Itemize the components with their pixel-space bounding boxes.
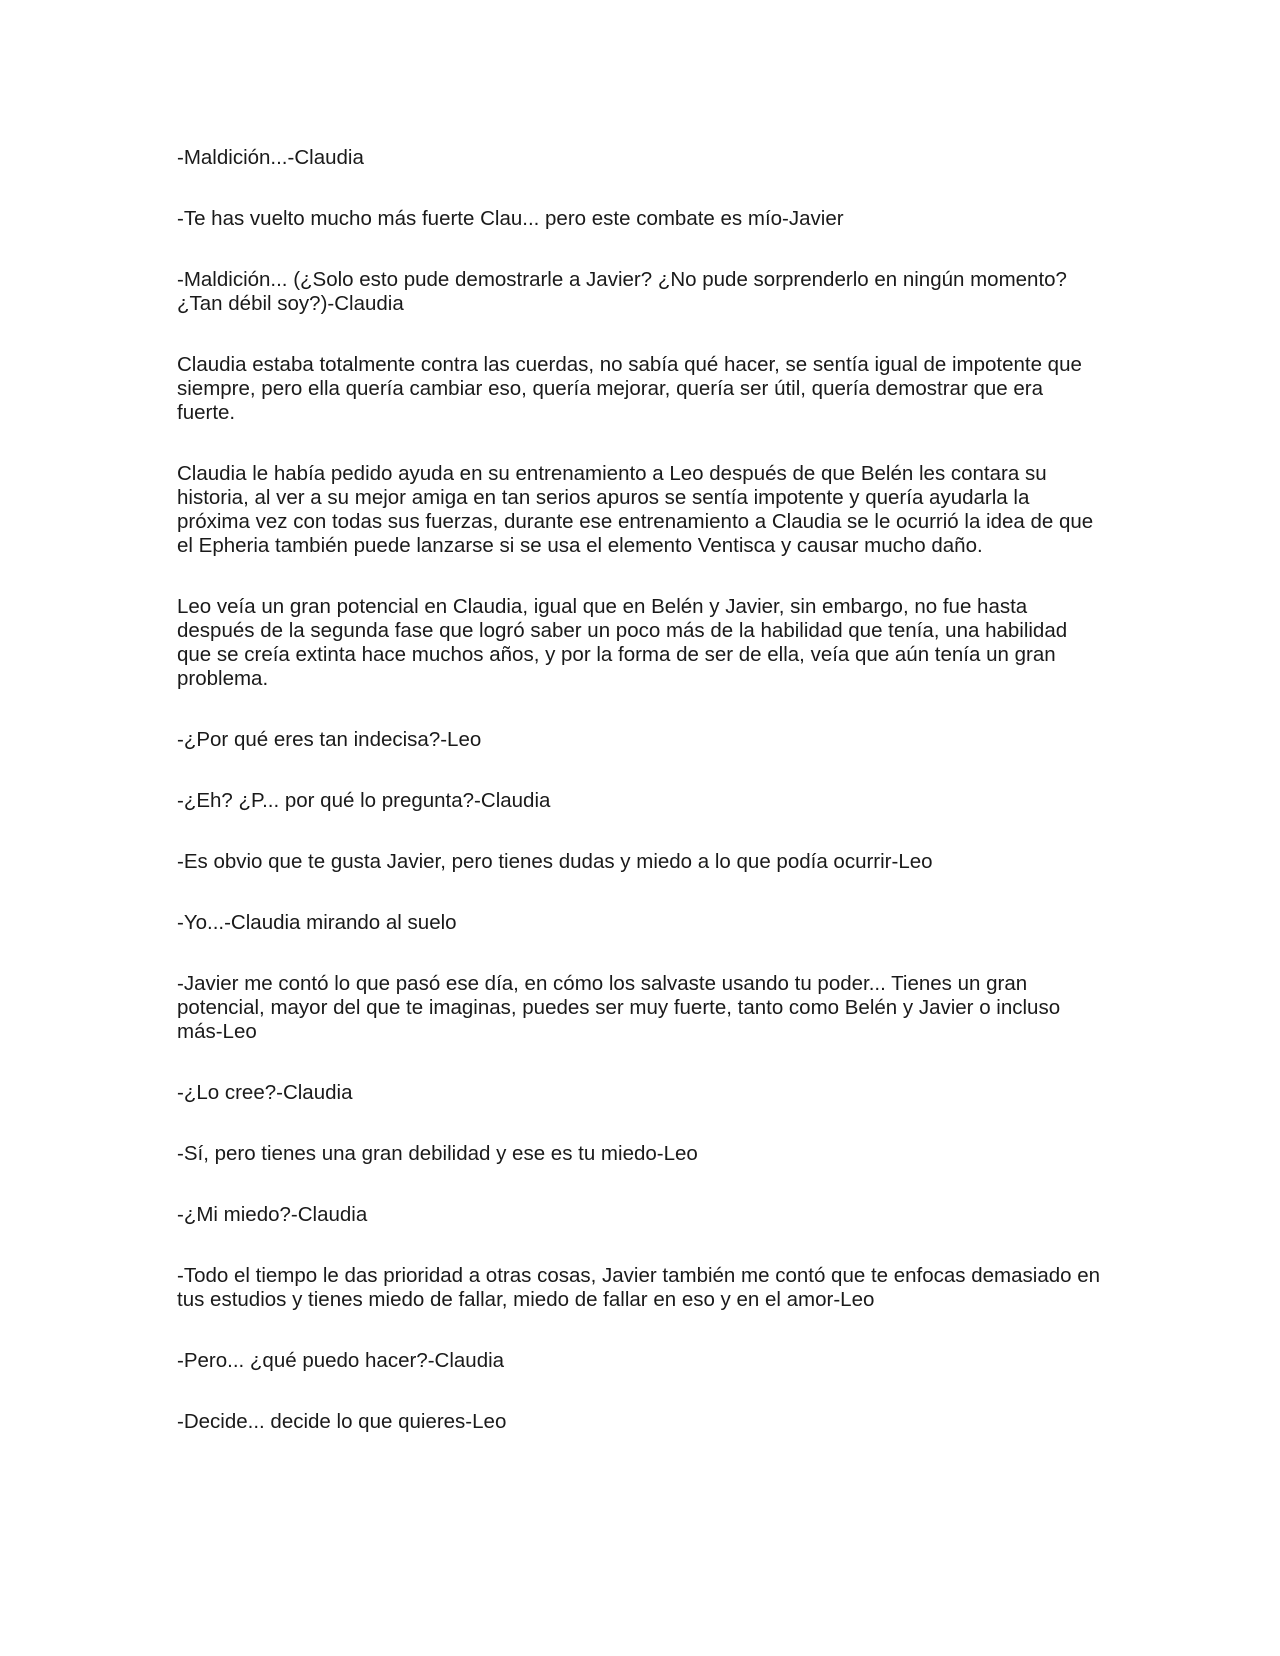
paragraph: -Todo el tiempo le das prioridad a otras cosas, Javier también me contó que te enfocas demasiado en tus estudios y tienes miedo de fallar, miedo de fallar en eso y en el amor-Leo: [177, 1264, 1101, 1311]
paragraph: Claudia estaba totalmente contra las cuerdas, no sabía qué hacer, se sentía igual de impotente que siempre, pero ella quería cambiar eso, quería mejorar, quería ser útil, quería demostrar que era fuerte.: [177, 353, 1082, 424]
paragraph: -Es obvio que te gusta Javier, pero tienes dudas y miedo a lo que podía ocurrir-Leo: [177, 850, 933, 873]
paragraph: Claudia le había pedido ayuda en su entrenamiento a Leo después de que Belén les contara su historia, al ver a su mejor amiga en tan serios apuros se sentía impotente y quería ayudarla la próxima vez con todas sus fuerzas, durante ese entrenamiento a Claudia se le ocurrió la idea de que el Epheria también puede lanzarse si se usa el elemento Ventisca y causar mucho daño.: [177, 462, 1094, 557]
paragraph: -Maldición... (¿Solo esto pude demostrarle a Javier? ¿No pude sorprenderlo en ningún momento? ¿Tan débil soy?)-Claudia: [177, 268, 1067, 315]
paragraph: -¿Eh? ¿P... por qué lo pregunta?-Claudia: [177, 789, 551, 812]
paragraph: -Pero... ¿qué puedo hacer?-Claudia: [177, 1349, 505, 1372]
paragraph: -Maldición...-Claudia: [177, 146, 364, 169]
paragraph: -¿Lo cree?-Claudia: [177, 1081, 353, 1104]
document-page: [177, 146, 1102, 1471]
paragraph: -Javier me contó lo que pasó ese día, en cómo los salvaste usando tu poder... Tienes un gran potencial, mayor del que te imaginas, puedes ser muy fuerte, tanto como Belén y Javier o incluso más-Leo: [177, 972, 1061, 1043]
paragraph: -¿Mi miedo?-Claudia: [177, 1203, 368, 1226]
paragraph: -Sí, pero tienes una gran debilidad y ese es tu miedo-Leo: [177, 1142, 698, 1165]
paragraph: Leo veía un gran potencial en Claudia, igual que en Belén y Javier, sin embargo, no fue hasta después de la segunda fase que logró saber un poco más de la habilidad que tenía, una habilidad que se creía extinta hace muchos años, y por la forma de ser de ella, veía que aún tenía un gran problema.: [177, 595, 1068, 690]
paragraph: -Te has vuelto mucho más fuerte Clau... pero este combate es mío-Javier: [177, 207, 844, 230]
paragraph: -Yo...-Claudia mirando al suelo: [177, 911, 457, 934]
paragraph: -¿Por qué eres tan indecisa?-Leo: [177, 728, 482, 751]
paragraph: -Decide... decide lo que quieres-Leo: [177, 1410, 507, 1433]
